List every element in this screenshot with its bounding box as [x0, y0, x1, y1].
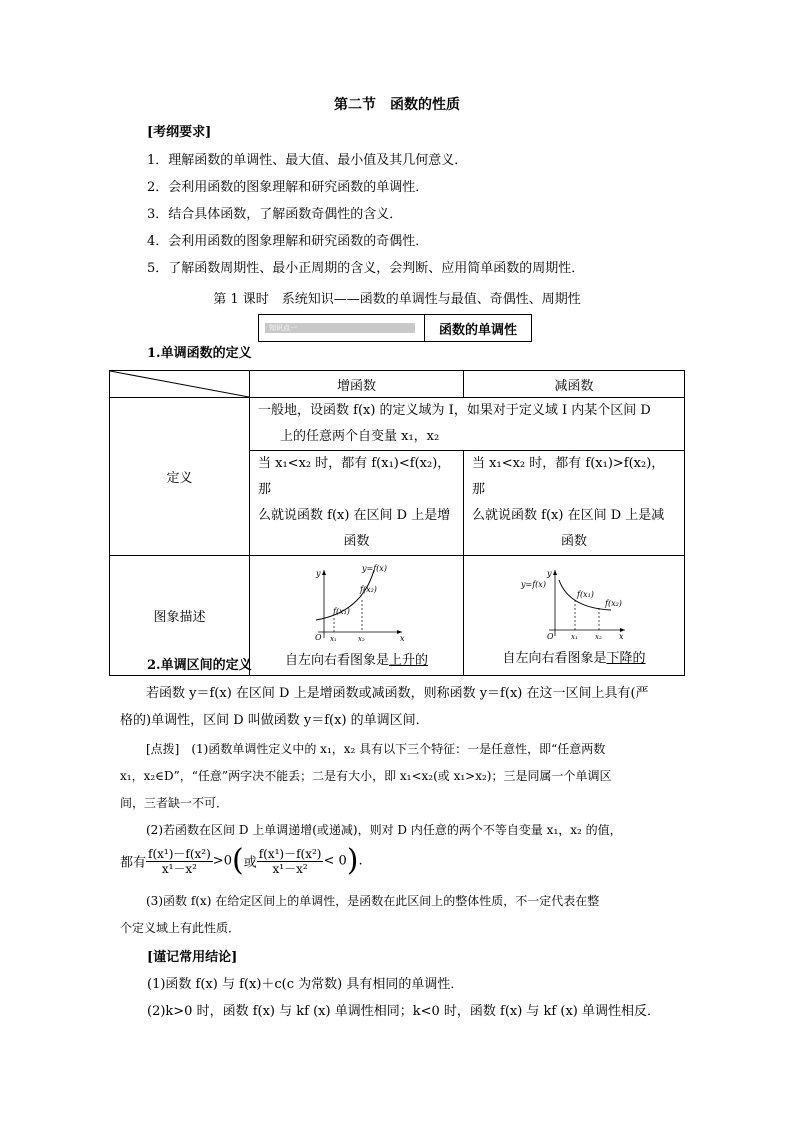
- para-line: 格的)单调性，区间 D 叫做函数 y＝f(x) 的单调区间．: [120, 713, 429, 728]
- y-axis-label: y: [547, 568, 552, 578]
- formula-end: .: [358, 853, 363, 869]
- increasing-graph-cell: [250, 556, 464, 676]
- caption-key: 下降的: [606, 650, 646, 666]
- fraction-numerator: f(x¹)－f(x²): [148, 846, 211, 861]
- formula-prefix: 都有: [120, 855, 147, 871]
- or-text: 或: [243, 855, 257, 871]
- dec-def-line: 么就说函数 f(x) 在区间 D 上是减: [472, 508, 665, 523]
- decreasing-graph-cell: [464, 556, 685, 676]
- note-block: [120, 888, 680, 942]
- lesson-subtitle: 第 1 课时 系统知识——函数的单调性与最值、奇偶性、周期性: [213, 292, 581, 307]
- knowledge-point-title: 函数的单调性: [438, 323, 517, 338]
- point-label-x2: f(x₂): [359, 584, 377, 594]
- origin-label: O: [547, 631, 554, 641]
- common-definition-cell: [250, 398, 685, 451]
- curve-label: y=f(x): [361, 563, 387, 573]
- x-axis-label: x: [399, 633, 405, 643]
- x1-label: x₁: [329, 634, 337, 643]
- requirement-item: 3．结合具体函数，了解函数奇偶性的含义．: [147, 207, 403, 222]
- page-title: 第二节 函数的性质: [334, 97, 460, 113]
- note-line: (3)函数 f(x) 在给定区间上的单调性，是函数在此区间上的整体性质，不一定代表在整: [146, 894, 600, 908]
- curve-label: y=f(x): [521, 579, 546, 589]
- requirement-item: 1．理解函数的单调性、最大值、最小值及其几何意义．: [147, 153, 468, 168]
- fraction: [257, 847, 324, 876]
- x2-label: x₂: [595, 632, 602, 641]
- requirement-item: 4．会利用函数的图象理解和研究函数的奇偶性．: [147, 234, 429, 249]
- x2-label: x₂: [357, 634, 365, 643]
- x-axis-label: x: [619, 631, 624, 641]
- x1-label: x₁: [571, 632, 578, 641]
- row-graph: 图象描述: [110, 556, 250, 676]
- dec-def-line: 函数: [561, 534, 588, 549]
- note-line: 个定义域上有此性质．: [120, 921, 241, 935]
- col-decreasing: 减函数: [464, 371, 685, 398]
- knowledge-point-box: [258, 314, 532, 342]
- section2-paragraph: [120, 680, 680, 734]
- note-block: [120, 736, 680, 844]
- inc-def-line: 函数: [343, 534, 370, 549]
- common-def-line: 上的任意两个自变量 x₁，x₂: [280, 429, 440, 444]
- requirement-item: 5．了解函数周期性、最小正周期的含义，会判断、应用简单函数的周期性．: [147, 261, 585, 276]
- row-definition: 定义: [110, 398, 250, 556]
- point-label-x2: f(x₂): [605, 598, 622, 608]
- common-def-line: 一般地，设函数 f(x) 的定义域为 I，如果对于定义域 I 内某个区间 D: [258, 403, 651, 418]
- point-label-x1: f(x₁): [577, 589, 594, 599]
- caption-text: 自左向右看图象是: [285, 652, 390, 668]
- decreasing-definition-cell: [464, 451, 685, 556]
- section-heading: 2.单调区间的定义: [147, 658, 252, 673]
- y-axis-label: y: [315, 568, 321, 578]
- dec-def-line: 当 x₁<x₂ 时，都有 f(x₁)>f(x₂)，那: [472, 456, 665, 497]
- monotonic-definition-table: [109, 370, 685, 676]
- section-heading: 1.单调函数的定义: [147, 346, 252, 361]
- diagonal-line: [110, 371, 249, 397]
- increasing-definition-cell: [250, 451, 464, 556]
- note-line: 间，三者缺一不可．: [120, 796, 229, 810]
- caption-key: 上升的: [389, 652, 429, 668]
- para-line: 若函数 y＝f(x) 在区间 D 上是增函数或减函数，则称函数 y＝f(x) 在这一区间上具有(严: [146, 686, 649, 701]
- caption-text: 自左向右看图象是: [502, 650, 607, 666]
- decreasing-caption: [464, 648, 684, 670]
- decreasing-graph: [519, 564, 629, 644]
- inc-def-line: 当 x₁<x₂ 时，都有 f(x₁)<f(x₂)，那: [258, 456, 451, 497]
- requirement-item: 2．会利用函数的图象理解和研究函数的单调性．: [147, 180, 429, 195]
- inc-def-line: 么就说函数 f(x) 在区间 D 上是增: [258, 508, 451, 523]
- paren-open: (: [231, 843, 244, 878]
- fraction-denominator: x¹－x²: [272, 861, 308, 876]
- lt-zero: < 0: [323, 853, 347, 869]
- formula-line: [120, 843, 363, 878]
- paren-close: ): [346, 843, 359, 878]
- gt-zero: >0: [212, 853, 232, 869]
- requirements-heading: [考纲要求]: [147, 125, 212, 140]
- fraction-numerator: f(x¹)－f(x²): [258, 846, 322, 861]
- col-increasing: 增函数: [250, 371, 464, 398]
- conclusion-item: (2)k>0 时，函数 f(x) 与 kf (x) 单调性相同；k<0 时，函数 f(x) 与 kf (x) 单调性相反．: [147, 1004, 660, 1019]
- note-line: x₁，x₂∈D”，“任意”两字决不能丢；二是有大小，即 x₁<x₂(或 x₁>x₂)；三是同属一个单调区: [120, 769, 612, 783]
- increasing-graph: [302, 562, 412, 646]
- fraction-denominator: x¹－x²: [161, 861, 197, 876]
- point-label-x1: f(x₁): [332, 606, 350, 616]
- knowledge-point-tag: 知识点一: [265, 323, 415, 333]
- increasing-caption: [250, 650, 463, 672]
- note-line: (2)若函数在区间 D 上单调递增(或递减)，则对 D 内任意的两个不等自变量 x₁，x₂ 的值，: [146, 823, 622, 837]
- origin-label: O: [314, 632, 322, 642]
- conclusions-heading: [谨记常用结论]: [147, 950, 238, 965]
- fraction: [146, 847, 213, 876]
- diagonal-header-cell: [110, 371, 250, 398]
- conclusion-item: (1)函数 f(x) 与 f(x)＋c(c 为常数) 具有相同的单调性．: [147, 977, 464, 992]
- note-line: [点拨] (1)函数单调性定义中的 x₁，x₂ 具有以下三个特征：一是任意性，即“任意两数: [146, 742, 606, 756]
